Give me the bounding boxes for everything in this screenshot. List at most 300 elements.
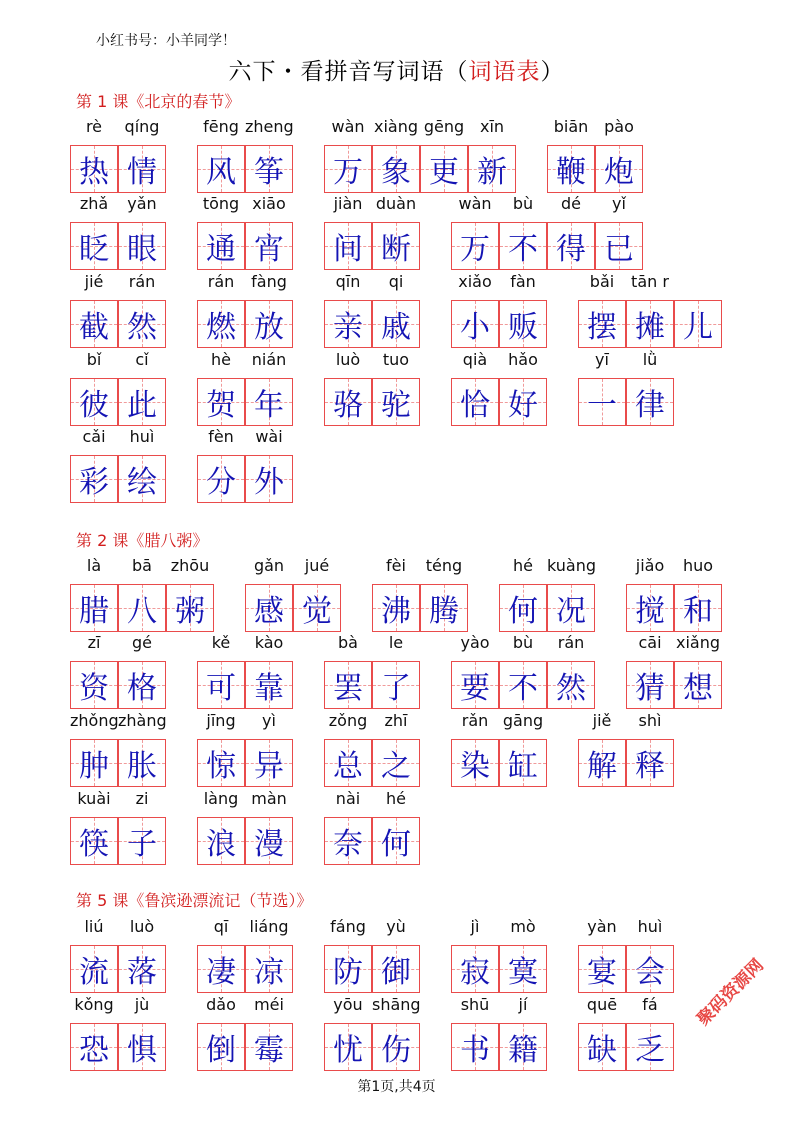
tianzige-cell (451, 378, 499, 426)
tianzige-cell (451, 945, 499, 993)
pinyin-label: gǎn (253, 556, 285, 575)
pinyin-label: luò (129, 917, 155, 936)
pinyin-label: cāi (638, 633, 662, 652)
hanzi-character: 凉 (254, 955, 284, 990)
pinyin-label: jīng (206, 711, 236, 730)
pinyin-label: yǎn (127, 194, 157, 213)
hanzi-character: 御 (381, 955, 411, 990)
tianzige-cell (197, 739, 245, 787)
pinyin-label: dǎo (206, 995, 236, 1014)
pinyin-label: bù (512, 194, 534, 213)
pinyin-label: fèi (386, 556, 406, 575)
tianzige-cell (324, 817, 372, 865)
hanzi-character: 异 (254, 749, 284, 784)
hanzi-character: 放 (254, 310, 284, 345)
hanzi-character: 摆 (587, 310, 617, 345)
pinyin-label: zī (87, 633, 101, 652)
hanzi-character: 何 (381, 827, 411, 862)
tianzige-cell (372, 661, 420, 709)
hanzi-character: 不 (508, 671, 538, 706)
hanzi-character: 籍 (508, 1033, 538, 1068)
hanzi-character: 贩 (508, 310, 538, 345)
hanzi-character: 落 (127, 955, 157, 990)
tianzige-cell (626, 661, 674, 709)
hanzi-character: 万 (333, 155, 363, 190)
pinyin-label: gēng (423, 117, 465, 136)
tianzige-cell (499, 1023, 547, 1071)
tianzige-cell (578, 300, 626, 348)
pinyin-label: yī (595, 350, 609, 369)
pinyin-label: méi (254, 995, 284, 1014)
pinyin-label: jiàn (333, 194, 363, 213)
hanzi-character: 得 (556, 232, 586, 267)
tianzige-cell (245, 1023, 293, 1071)
tianzige-cell (372, 222, 420, 270)
hanzi-character: 恐 (79, 1033, 109, 1068)
tianzige-cell (324, 945, 372, 993)
pinyin-label: zheng (245, 117, 294, 136)
tianzige-cell (674, 584, 722, 632)
hanzi-character: 猜 (635, 671, 665, 706)
lesson-heading: 第 5 课《鲁滨逊漂流记（节选）》 (76, 891, 313, 910)
tianzige-cell (499, 945, 547, 993)
pinyin-label: xīn (479, 117, 505, 136)
pinyin-label: zhōu (170, 556, 210, 575)
pinyin-label: shū (460, 995, 490, 1014)
pinyin-label: le (388, 633, 404, 652)
tianzige-cell (324, 739, 372, 787)
tianzige-cell (245, 378, 293, 426)
tianzige-cell (118, 739, 166, 787)
hanzi-character: 外 (254, 465, 284, 500)
tianzige-cell (118, 1023, 166, 1071)
hanzi-character: 肿 (79, 749, 109, 784)
tianzige-cell (420, 584, 468, 632)
title-close: ） (540, 59, 565, 85)
pinyin-label: yì (262, 711, 276, 730)
pinyin-label: jì (470, 917, 480, 936)
pinyin-label: rán (128, 272, 156, 291)
tianzige-cell (70, 455, 118, 503)
tianzige-cell (197, 455, 245, 503)
hanzi-character: 染 (460, 749, 490, 784)
hanzi-character: 儿 (683, 310, 713, 345)
tianzige-cell (197, 945, 245, 993)
pinyin-label: tuo (382, 350, 410, 369)
tianzige-cell (626, 584, 674, 632)
tianzige-cell (245, 817, 293, 865)
pinyin-label: hǎo (508, 350, 538, 369)
pinyin-label: xiǎng (675, 633, 720, 652)
tianzige-cell (293, 584, 341, 632)
page-footer: 第1页,共4页 (357, 1079, 436, 1095)
hanzi-character: 惧 (127, 1033, 157, 1068)
pinyin-label: mò (510, 917, 536, 936)
hanzi-character: 截 (79, 310, 109, 345)
hanzi-character: 小 (460, 310, 490, 345)
hanzi-character: 情 (127, 155, 157, 190)
tianzige-cell (324, 300, 372, 348)
tianzige-cell (70, 222, 118, 270)
pinyin-label: qíng (124, 117, 160, 136)
hanzi-character: 已 (604, 232, 634, 267)
hanzi-character: 彩 (79, 465, 109, 500)
pinyin-label: zhī (384, 711, 408, 730)
pinyin-label: fàn (510, 272, 536, 291)
hanzi-character: 彼 (79, 388, 109, 423)
hanzi-character: 惊 (206, 749, 236, 784)
hanzi-character: 好 (508, 388, 538, 423)
hanzi-character: 绘 (127, 465, 157, 500)
tianzige-cell (70, 145, 118, 193)
hanzi-character: 然 (556, 671, 586, 706)
hanzi-character: 罢 (333, 671, 363, 706)
pinyin-label: kào (254, 633, 284, 652)
lesson-heading: 第 1 课《北京的春节》 (76, 92, 241, 111)
hanzi-character: 况 (556, 594, 586, 629)
tianzige-cell (372, 1023, 420, 1071)
tianzige-cell (118, 945, 166, 993)
hanzi-character: 子 (127, 827, 157, 862)
hanzi-character: 解 (587, 749, 617, 784)
pinyin-label: yōu (333, 995, 363, 1014)
hanzi-character: 忧 (333, 1033, 363, 1068)
tianzige-cell (372, 584, 420, 632)
tianzige-cell (70, 661, 118, 709)
tianzige-cell (626, 739, 674, 787)
pinyin-label: gé (132, 633, 152, 652)
tianzige-cell (70, 817, 118, 865)
pinyin-label: kuài (77, 789, 111, 808)
hanzi-character: 此 (127, 388, 157, 423)
tianzige-cell (451, 661, 499, 709)
hanzi-character: 驼 (381, 388, 411, 423)
tianzige-cell (118, 661, 166, 709)
tianzige-cell (626, 378, 674, 426)
hanzi-character: 然 (127, 310, 157, 345)
pinyin-label: shì (638, 711, 662, 730)
hanzi-character: 宴 (587, 955, 617, 990)
pinyin-label: rǎn (461, 711, 489, 730)
tianzige-cell (372, 300, 420, 348)
pinyin-label: kǒng (74, 995, 114, 1014)
hanzi-character: 粥 (175, 594, 205, 629)
tianzige-cell (578, 1023, 626, 1071)
pinyin-label: biān (553, 117, 589, 136)
tianzige-cell (70, 584, 118, 632)
tianzige-cell (197, 1023, 245, 1071)
hanzi-character: 可 (206, 671, 236, 706)
tianzige-cell (197, 661, 245, 709)
pinyin-label: quē (586, 995, 618, 1014)
pinyin-label: xiàng (373, 117, 418, 136)
tianzige-cell (451, 222, 499, 270)
pinyin-label: hé (386, 789, 406, 808)
hanzi-character: 书 (460, 1033, 490, 1068)
tianzige-cell (626, 945, 674, 993)
hanzi-character: 筝 (254, 155, 284, 190)
tianzige-cell (578, 739, 626, 787)
hanzi-character: 腊 (79, 594, 109, 629)
pinyin-label: fèn (208, 427, 234, 446)
tianzige-cell (118, 300, 166, 348)
tianzige-cell (578, 378, 626, 426)
tianzige-cell (118, 145, 166, 193)
pinyin-label: wàn (458, 194, 492, 213)
pinyin-label: fá (642, 995, 658, 1014)
pinyin-label: zhǒng (70, 711, 119, 730)
hanzi-character: 总 (333, 749, 363, 784)
tianzige-cell (245, 300, 293, 348)
tianzige-cell (372, 817, 420, 865)
pinyin-label: liú (84, 917, 104, 936)
hanzi-character: 断 (381, 232, 411, 267)
pinyin-label: bà (338, 633, 358, 652)
pinyin-label: xiāo (252, 194, 286, 213)
pinyin-label: jié (84, 272, 104, 291)
hanzi-character: 感 (254, 594, 284, 629)
hanzi-character: 新 (477, 155, 507, 190)
pinyin-label: yàn (587, 917, 617, 936)
tianzige-cell (451, 300, 499, 348)
hanzi-character: 摊 (635, 310, 665, 345)
tianzige-cell (547, 661, 595, 709)
tianzige-cell (245, 584, 293, 632)
tianzige-cell (118, 455, 166, 503)
lesson-heading: 第 2 课《腊八粥》 (76, 531, 209, 550)
hanzi-character: 八 (127, 594, 157, 629)
pinyin-label: qīn (335, 272, 361, 291)
pinyin-label: bǐ (86, 350, 102, 369)
hanzi-character: 缺 (587, 1033, 617, 1068)
tianzige-cell (499, 584, 547, 632)
pinyin-label: qī (213, 917, 229, 936)
pinyin-label: cǐ (135, 350, 149, 369)
pinyin-label: yào (460, 633, 490, 652)
pinyin-label: huì (129, 427, 155, 446)
pinyin-label: wàn (331, 117, 365, 136)
pinyin-label: bā (132, 556, 152, 575)
pinyin-label: tōng (202, 194, 240, 213)
tianzige-cell (595, 222, 643, 270)
pinyin-label: zi (135, 789, 149, 808)
hanzi-character: 漫 (254, 827, 284, 862)
hanzi-character: 伤 (381, 1033, 411, 1068)
pinyin-label: huo (682, 556, 714, 575)
pinyin-label: rè (85, 117, 103, 136)
watermark: 聚码资源网 (693, 955, 768, 1030)
hanzi-character: 骆 (333, 388, 363, 423)
tianzige-cell (451, 1023, 499, 1071)
hanzi-character: 释 (635, 749, 665, 784)
pinyin-label: wài (255, 427, 283, 446)
pinyin-label: zhàng (118, 711, 167, 730)
hanzi-character: 何 (508, 594, 538, 629)
hanzi-character: 觉 (302, 594, 332, 629)
hanzi-character: 流 (79, 955, 109, 990)
hanzi-character: 鞭 (556, 155, 586, 190)
tianzige-cell (372, 378, 420, 426)
pinyin-label: huì (637, 917, 663, 936)
hanzi-character: 通 (206, 232, 236, 267)
hanzi-character: 分 (206, 465, 236, 500)
tianzige-cell (245, 739, 293, 787)
hanzi-character: 资 (79, 671, 109, 706)
hanzi-character: 防 (333, 955, 363, 990)
pinyin-label: rán (557, 633, 585, 652)
tianzige-cell (324, 1023, 372, 1071)
tianzige-cell (70, 378, 118, 426)
pinyin-label: jí (518, 995, 528, 1014)
tianzige-cell (324, 145, 372, 193)
hanzi-character: 沸 (381, 594, 411, 629)
hanzi-character: 会 (635, 955, 665, 990)
title-highlight: 词语表 (468, 59, 541, 85)
pinyin-label: yù (386, 917, 406, 936)
pinyin-label: màn (251, 789, 287, 808)
hanzi-character: 一 (587, 388, 617, 423)
tianzige-cell (118, 222, 166, 270)
pinyin-label: gāng (502, 711, 544, 730)
pinyin-label: bù (512, 633, 534, 652)
hanzi-character: 更 (429, 155, 459, 190)
tianzige-cell (468, 145, 516, 193)
pinyin-label: jiě (592, 711, 612, 730)
hanzi-character: 眨 (79, 232, 109, 267)
tianzige-cell (245, 661, 293, 709)
tianzige-cell (595, 145, 643, 193)
pinyin-label: fáng (330, 917, 366, 936)
hanzi-character: 和 (683, 594, 713, 629)
pinyin-label: kě (211, 633, 231, 652)
hanzi-character: 要 (460, 671, 490, 706)
hanzi-character: 间 (333, 232, 363, 267)
tianzige-cell (372, 739, 420, 787)
tianzige-cell (197, 145, 245, 193)
tianzige-cell (547, 145, 595, 193)
pinyin-label: duàn (375, 194, 417, 213)
tianzige-cell (197, 378, 245, 426)
tianzige-cell (499, 378, 547, 426)
pinyin-label: qià (462, 350, 488, 369)
pinyin-label: luò (335, 350, 361, 369)
tianzige-cell (197, 222, 245, 270)
tianzige-cell (324, 661, 372, 709)
hanzi-character: 寂 (460, 955, 490, 990)
hanzi-character: 寞 (508, 955, 538, 990)
tianzige-cell (245, 145, 293, 193)
hanzi-character: 奈 (333, 827, 363, 862)
pinyin-label: jù (134, 995, 150, 1014)
hanzi-character: 乏 (635, 1033, 665, 1068)
hanzi-character: 倒 (206, 1033, 236, 1068)
tianzige-cell (499, 661, 547, 709)
tianzige-cell (674, 661, 722, 709)
hanzi-character: 贺 (206, 388, 236, 423)
tianzige-cell (70, 1023, 118, 1071)
hanzi-character: 缸 (508, 749, 538, 784)
pinyin-label: dé (561, 194, 581, 213)
pinyin-label: cǎi (82, 427, 106, 446)
pinyin-label: làng (203, 789, 239, 808)
hanzi-character: 戚 (381, 310, 411, 345)
tianzige-cell (245, 222, 293, 270)
tianzige-cell (118, 378, 166, 426)
hanzi-character: 象 (381, 155, 411, 190)
tianzige-cell (372, 145, 420, 193)
hanzi-character: 宵 (254, 232, 284, 267)
tianzige-cell (499, 222, 547, 270)
hanzi-character: 搅 (635, 594, 665, 629)
tianzige-cell (451, 739, 499, 787)
pinyin-label: nián (251, 350, 287, 369)
hanzi-character: 燃 (206, 310, 236, 345)
hanzi-character: 筷 (79, 827, 109, 862)
tianzige-cell (166, 584, 214, 632)
pinyin-label: lǜ (642, 350, 658, 369)
title-main: 六下・看拼音写词语（ (228, 59, 469, 85)
tianzige-cell (245, 945, 293, 993)
hanzi-character: 年 (254, 388, 284, 423)
pinyin-label: fēng (203, 117, 239, 136)
hanzi-character: 恰 (460, 388, 490, 423)
hanzi-character: 亲 (333, 310, 363, 345)
hanzi-character: 之 (381, 749, 411, 784)
pinyin-label: qi (388, 272, 404, 291)
account-label: 小红书号：小羊同学！ (96, 33, 236, 49)
pinyin-label: shāng (372, 995, 421, 1014)
pinyin-label: hé (513, 556, 533, 575)
pinyin-label: tān r (631, 272, 669, 291)
hanzi-character: 格 (127, 671, 157, 706)
tianzige-cell (118, 584, 166, 632)
pinyin-label: yǐ (612, 194, 626, 213)
pinyin-label: liáng (249, 917, 289, 936)
hanzi-character: 霉 (254, 1033, 284, 1068)
tianzige-cell (626, 1023, 674, 1071)
pinyin-label: jiǎo (635, 556, 665, 575)
tianzige-cell (499, 300, 547, 348)
tianzige-cell (578, 945, 626, 993)
hanzi-character: 风 (206, 155, 236, 190)
tianzige-cell (245, 455, 293, 503)
hanzi-character: 眼 (127, 232, 157, 267)
hanzi-character: 靠 (254, 671, 284, 706)
pinyin-label: jué (304, 556, 330, 575)
hanzi-character: 凄 (206, 955, 236, 990)
tianzige-cell (70, 739, 118, 787)
pinyin-label: xiǎo (458, 272, 492, 291)
pinyin-label: pào (604, 117, 634, 136)
tianzige-cell (70, 300, 118, 348)
tianzige-cell (324, 222, 372, 270)
hanzi-character: 了 (381, 671, 411, 706)
tianzige-cell (499, 739, 547, 787)
tianzige-cell (372, 945, 420, 993)
tianzige-cell (197, 300, 245, 348)
pinyin-label: fàng (251, 272, 287, 291)
page-title (0, 53, 793, 86)
pinyin-label: hè (211, 350, 231, 369)
pinyin-label: kuàng (547, 556, 597, 575)
pinyin-label: téng (425, 556, 463, 575)
tianzige-cell (547, 584, 595, 632)
hanzi-character: 腾 (429, 594, 459, 629)
pinyin-label: rán (207, 272, 235, 291)
hanzi-character: 万 (460, 232, 490, 267)
hanzi-character: 浪 (206, 827, 236, 862)
tianzige-cell (70, 945, 118, 993)
